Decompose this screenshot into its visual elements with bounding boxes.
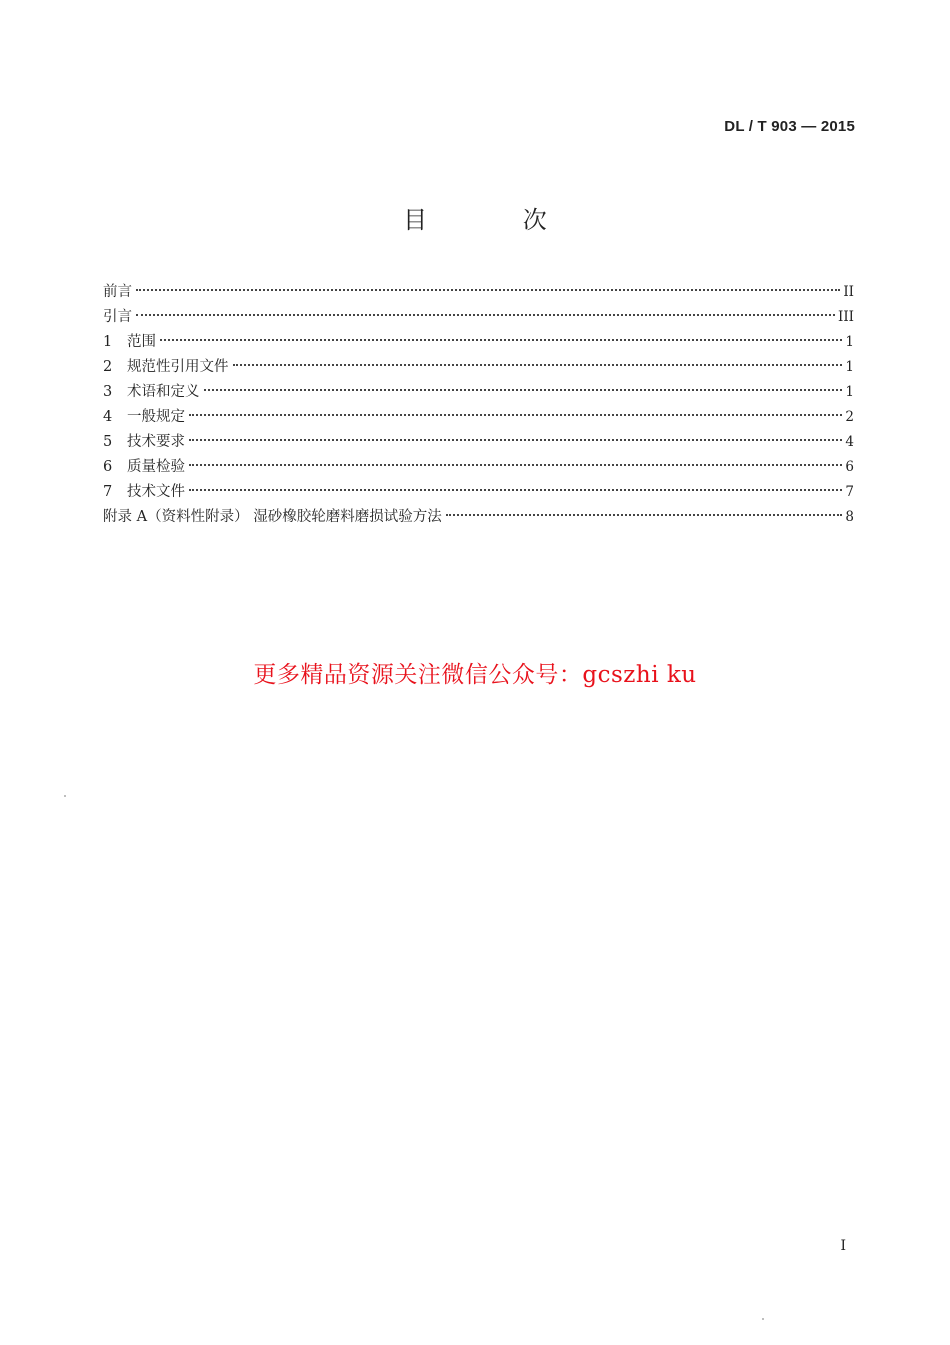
toc-entry-label: 一般规定 [127, 409, 185, 425]
toc-leader-dots [189, 414, 842, 416]
toc-entry-page: 7 [845, 484, 854, 500]
toc-entry-number: 7 [103, 484, 113, 500]
toc-entry-label: 技术要求 [127, 434, 185, 450]
toc-entry-terms-definitions[interactable] [103, 380, 854, 405]
toc-entry-technical-requirements[interactable] [103, 430, 854, 455]
toc-entry-page: 1 [845, 384, 854, 400]
toc-entry-label: 质量检验 [127, 459, 185, 475]
toc-leader-dots [446, 514, 843, 516]
toc-leader-dots [189, 464, 842, 466]
toc-entry-page: 6 [845, 459, 854, 475]
toc-entry-label: 规范性引用文件 [127, 359, 229, 375]
toc-leader-dots [204, 389, 843, 391]
toc-entry-label: 前言 [103, 284, 132, 300]
toc-entry-page: 4 [845, 434, 854, 450]
toc-entry-number: 1 [103, 334, 113, 350]
toc-entry-introduction[interactable] [103, 305, 854, 330]
toc-entry-label: 术语和定义 [127, 384, 200, 400]
toc-title: 目 次 [403, 206, 591, 234]
toc-leader-dots [136, 314, 835, 316]
promo-text: 更多精品资源关注微信公众号：gcszhi ku [253, 662, 697, 688]
standard-code: DL / T 903 — 2015 [724, 118, 855, 135]
toc-entry-page: 8 [845, 509, 854, 525]
table-of-contents [103, 280, 854, 530]
toc-entry-label: 引言 [103, 309, 132, 325]
toc-entry-page: 1 [845, 334, 854, 350]
toc-entry-page: 2 [845, 409, 854, 425]
scan-speck [762, 1318, 764, 1320]
toc-leader-dots [189, 489, 842, 491]
toc-leader-dots [160, 339, 842, 341]
toc-entry-page: 1 [845, 359, 854, 375]
toc-entry-page: III [838, 309, 854, 325]
toc-entry-technical-documents[interactable] [103, 480, 854, 505]
toc-entry-general-provisions[interactable] [103, 405, 854, 430]
toc-leader-dots [189, 439, 842, 441]
toc-leader-dots [233, 364, 843, 366]
scan-speck [64, 795, 66, 797]
toc-entry-number: 3 [103, 384, 113, 400]
toc-leader-dots [136, 289, 840, 291]
toc-entry-scope[interactable] [103, 330, 854, 355]
toc-entry-number: 4 [103, 409, 113, 425]
toc-entry-label: 附录 A（资料性附录） 湿砂橡胶轮磨料磨损试验方法 [103, 509, 442, 525]
toc-entry-number: 5 [103, 434, 113, 450]
toc-entry-appendix-a[interactable] [103, 505, 854, 530]
toc-entry-number: 6 [103, 459, 113, 475]
toc-entry-quality-inspection[interactable] [103, 455, 854, 480]
toc-entry-label: 技术文件 [127, 484, 185, 500]
toc-entry-number: 2 [103, 359, 113, 375]
toc-entry-label: 范围 [127, 334, 156, 350]
page-number: I [840, 1238, 846, 1254]
toc-entry-page: II [843, 284, 854, 300]
toc-entry-normative-references[interactable] [103, 355, 854, 380]
toc-entry-preface[interactable] [103, 280, 854, 305]
